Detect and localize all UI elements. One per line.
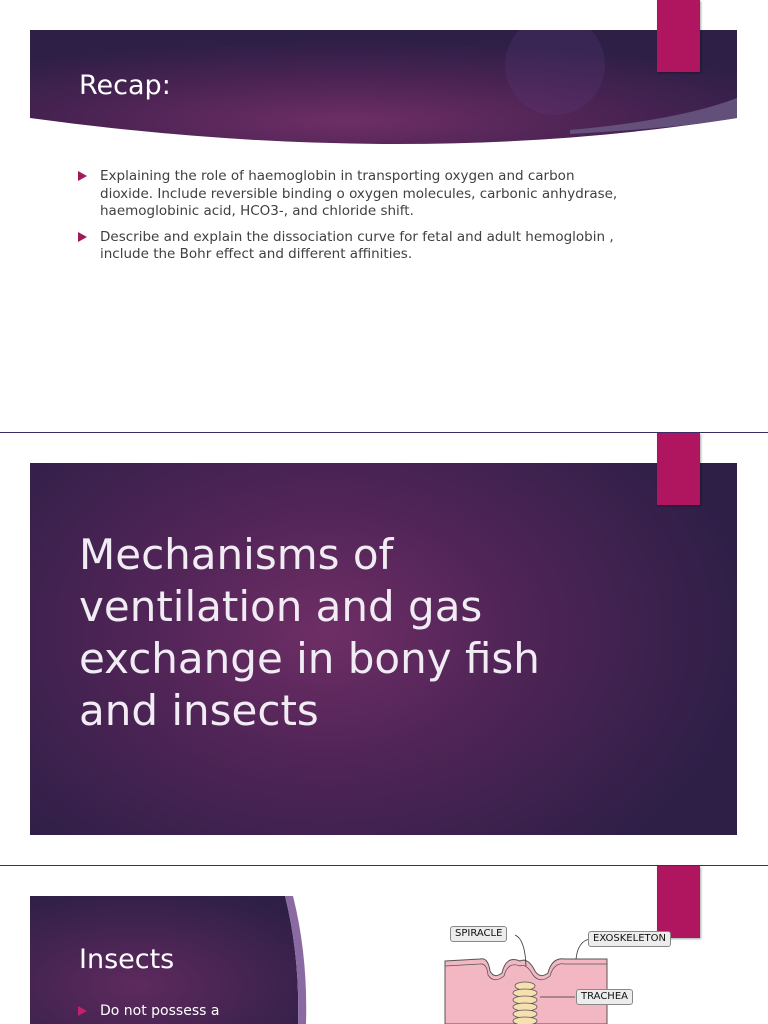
bullet-text: Explaining the role of haemoglobin in transporting oxygen and carbon dioxide. Include reversible binding o oxygen molecules, carbonic anhydrase, haemoglobinic acid, HCO3-, and chloride shift. [100, 168, 618, 219]
bullet-arrow-icon [78, 171, 87, 181]
list-item [78, 1002, 278, 1020]
bullet-list [78, 168, 618, 272]
bullet-text: Describe and explain the dissociation curve for fetal and adult hemoglobin , include the Bohr effect and different affinities. [100, 228, 614, 262]
label-spiracle: SPIRACLE [450, 926, 507, 942]
bullet-arrow-icon [78, 1006, 87, 1016]
bullet-list [78, 1002, 278, 1020]
bullet-arrow-icon [78, 232, 87, 242]
list-item [78, 168, 618, 221]
slide-insects [0, 866, 768, 1024]
list-item [78, 229, 618, 264]
bookmark-tab [657, 0, 700, 72]
label-exoskeleton: EXOSKELETON [588, 931, 671, 947]
bullet-text: Do not possess a [100, 1003, 220, 1019]
label-trachea: TRACHEA [576, 989, 633, 1005]
slide-section-title [0, 433, 768, 865]
slide-recap [0, 0, 768, 432]
slide-title: Insects [79, 944, 175, 975]
insect-trachea-diagram [440, 921, 690, 1024]
bookmark-tab [657, 433, 700, 505]
section-title: Mechanisms of ventilation and gas exchange in bony fish and insects [79, 530, 540, 735]
slide-title: Recap: [79, 70, 171, 101]
